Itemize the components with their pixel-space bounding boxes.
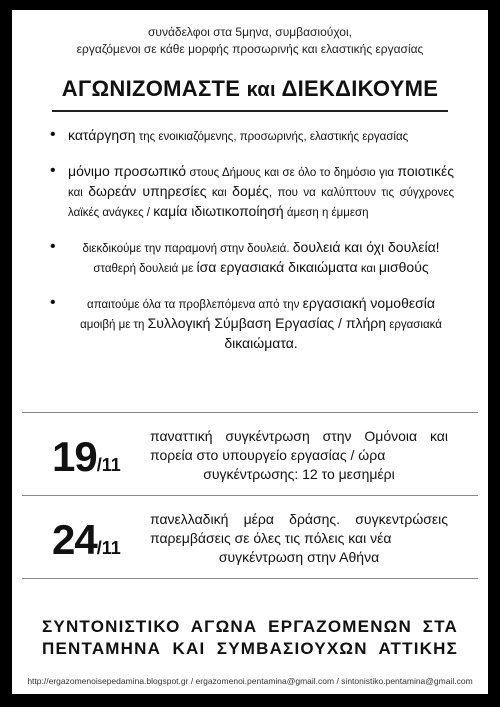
event-item-1	[12, 413, 488, 495]
intro-text	[12, 24, 488, 58]
demand-3-s6: μισθούς	[378, 259, 429, 275]
event-day: 19	[52, 433, 97, 480]
demand-3-s5: και	[357, 263, 379, 275]
event-date	[52, 433, 121, 481]
divider	[22, 578, 478, 579]
event-text-last: συγκέντρωση στην Αθήνα	[218, 549, 380, 565]
headline-part-3: ΔΙΕΚΔΙΚΟΥΜΕ	[281, 76, 439, 101]
demand-item-2	[46, 162, 454, 222]
headline-part-1: ΑΓΩΝΙΖΟΜΑΣΤΕ	[61, 76, 241, 101]
event-date	[52, 516, 121, 564]
demand-2-s9: καμία ιδιωτικοποίησή	[153, 203, 284, 219]
event-text-last: συγκέντρωσης: 12 το μεσημέρι	[203, 466, 395, 482]
demand-3-s4: ίσα εργασιακά δικαιώματα	[196, 259, 358, 275]
event-text: πανατтική συγκέντρωση στην Ομόνοια και πορεία στο υπουργείο εργασίας / ώρα	[150, 428, 448, 463]
bullet-icon: •	[50, 126, 56, 143]
demands-list	[46, 126, 454, 354]
event-day: 24	[52, 516, 97, 563]
event-description	[150, 427, 448, 484]
poster-sheet	[12, 10, 488, 694]
headline-part-2: και	[246, 79, 276, 101]
demand-3-s3: σταθερή δουλειά με	[93, 263, 197, 275]
demand-1-bold: κατάργηση	[68, 127, 136, 143]
demand-4-s1: απαιτούμε όλα τα προβλεπόμενα από την	[87, 299, 303, 311]
event-item-2	[12, 496, 488, 578]
demand-2-s1: μόνιμο προσωπικό	[68, 163, 187, 179]
organization-name	[42, 616, 458, 660]
demand-2-s6: και	[206, 187, 233, 199]
event-month: /11	[96, 538, 121, 558]
headline-underline	[52, 110, 448, 112]
demand-2-s8: , που να καλύπτουν τις σύγχρονες λαϊκές ανάγκες /	[68, 187, 455, 219]
headline	[12, 76, 488, 102]
demand-2-s2: στους Δήμους και σε όλο το δημόσιο για	[186, 167, 398, 179]
organization-line-2: ΠΕΝΤΑΜΗΝΑ ΚΑΙ ΣΥΜΒΑΣΙΟΥΧΩΝ ΑΤΤΙΚΗΣ	[42, 639, 458, 658]
demand-1-text: της ενοικιαζόμενης, προσωρινής, ελαστικής εργασίας	[135, 131, 409, 143]
organization-line-1: ΣΥΝΤΟΝΙΣΤΙΚΟ ΑΓΩΝΑ ΕΡΓΑΖΟΜΕΝΩΝ ΣΤΑ	[42, 617, 458, 636]
demand-4-s5: εργασιακά	[386, 319, 442, 331]
demand-item-4	[46, 294, 454, 354]
events-section	[12, 412, 488, 579]
demand-4-s3: αμοιβή με τη	[80, 319, 148, 331]
demand-3-s1: διεκδικούμε την παραμονή στην δουλειά.	[82, 243, 293, 255]
demand-2-s7: δομές	[232, 183, 269, 199]
event-description	[150, 510, 448, 567]
demand-2-s3: ποιοτικές	[397, 163, 454, 179]
event-text: πανελλαδική μέρα δράσης. συγκεντρώσεις παρεμβάσεις σε όλες τις πόλεις και νέα	[150, 511, 448, 546]
intro-line-2: εργαζόμενοι σε κάθε μορφής προσωρινής και ελαστικής εργασίας	[76, 42, 424, 56]
demand-4-s6: δικαιώματα.	[224, 335, 298, 351]
intro-line-1: συνάδελφοι στα 5μηνα, συμβασιούχοι,	[148, 25, 352, 39]
demand-item-1	[46, 126, 454, 146]
demand-item-3	[46, 238, 454, 278]
demand-4-s2: εργασιακή νομοθεσία	[302, 295, 435, 311]
demand-4-s4: Συλλογική Σύμβαση Εργασίας / πλήρη	[147, 315, 387, 331]
demand-3-s2: δουλειά και όχι δουλεία!	[292, 239, 440, 255]
bullet-icon: •	[50, 238, 56, 255]
bullet-icon: •	[50, 294, 56, 311]
contact-links: http://ergazomenoisepedamina.blogspot.gr / ergazomenoi.pentamina@gmail.com / sintonistiko.pentamina@gmail.com	[27, 676, 473, 686]
event-month: /11	[96, 455, 121, 475]
demand-2-s5: δωρεάν υπηρεσίες	[88, 183, 207, 199]
demand-2-s4: και	[68, 187, 89, 199]
demand-2-s10: άμεση η έμμεση	[283, 207, 369, 219]
bullet-icon: •	[50, 162, 56, 179]
